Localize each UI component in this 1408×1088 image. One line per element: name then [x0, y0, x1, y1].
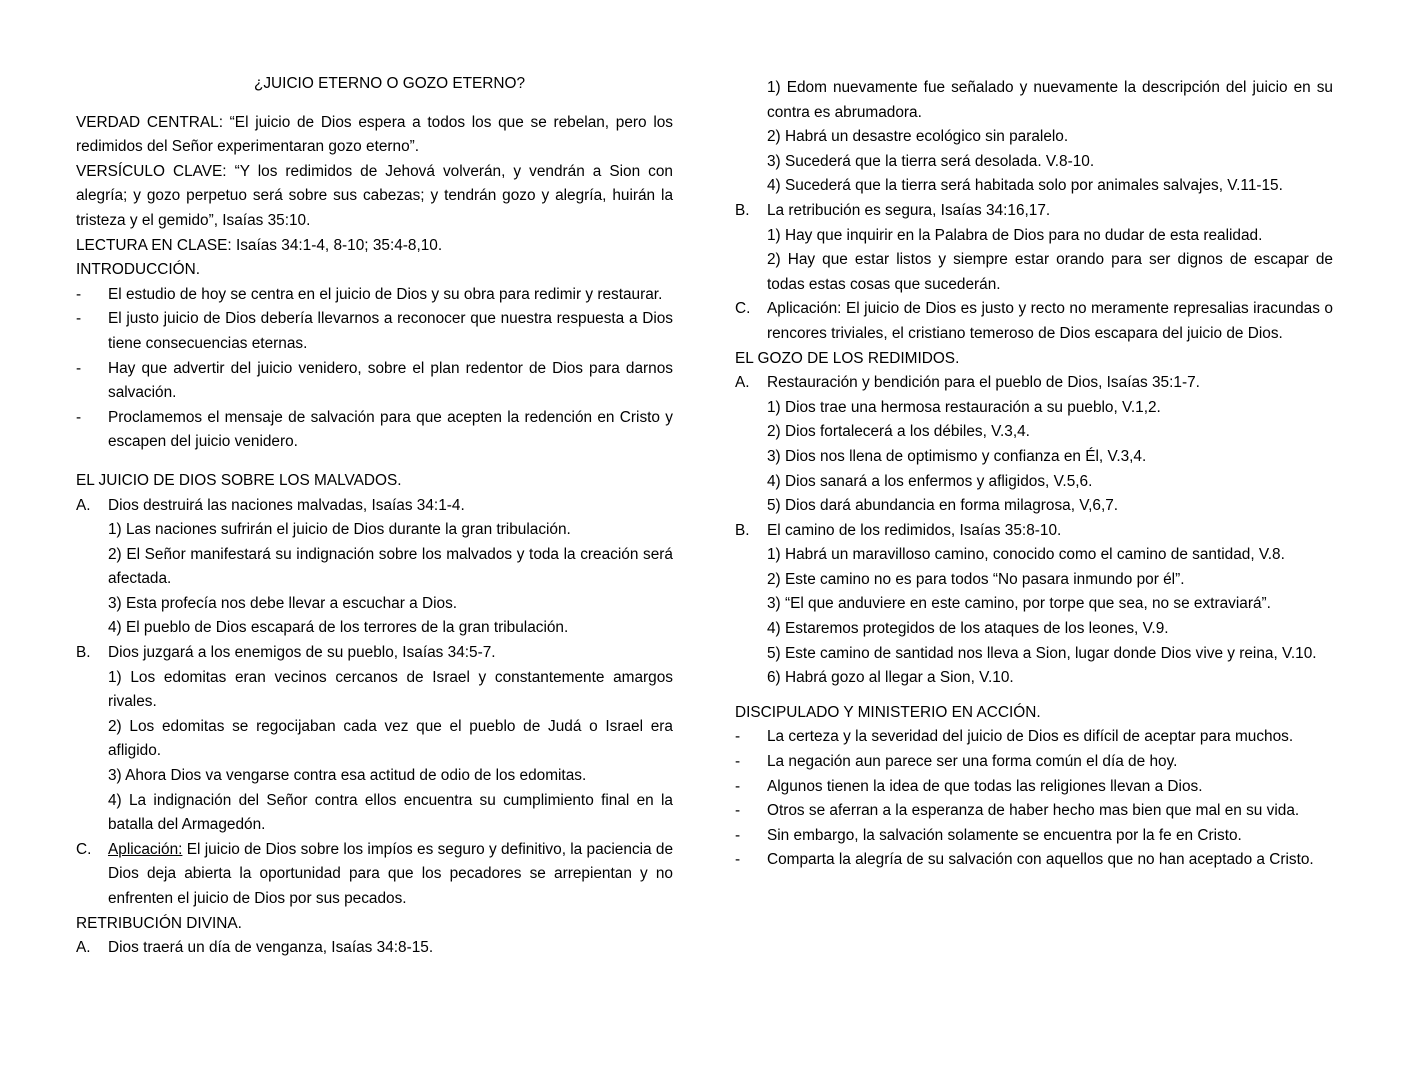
sub-item: 2) El Señor manifestará su indignación sobre los malvados y toda la creación será afectada. — [108, 545, 673, 588]
bullet-mark: - — [76, 408, 82, 426]
list-item-text: Otros se aferran a la esperanza de haber hecho mas bien que mal en su vida. — [767, 802, 1300, 820]
item-letter: A. — [76, 496, 91, 514]
item-text: El camino de los redimidos, Isaías 35:8-10. — [767, 521, 1062, 539]
bullet-mark: - — [76, 285, 82, 303]
list-item — [735, 799, 1333, 824]
right-column — [735, 76, 1333, 873]
gozo-heading: EL GOZO DE LOS REDIMIDOS. — [735, 349, 960, 367]
sub-item: 3) Sucederá que la tierra será desolada. V.8-10. — [767, 152, 1095, 170]
sub-item: 4) Dios sanará a los enfermos y afligidos, V.5,6. — [767, 472, 1093, 490]
section-item-b — [735, 519, 1333, 544]
section-item-b — [735, 199, 1333, 224]
section-item-a — [76, 936, 673, 961]
list-item — [735, 750, 1333, 775]
list-item-text: Comparta la alegría de su salvación con aquellos que no han aceptado a Cristo. — [767, 851, 1314, 869]
sub-item: 2) Habrá un desastre ecológico sin paralelo. — [767, 128, 1069, 146]
item-text — [108, 838, 673, 912]
bullet-mark: - — [735, 851, 741, 869]
bullet-mark: - — [735, 728, 741, 746]
versiculo-clave: VERSÍCULO CLAVE: “Y los redimidos de Jehová volverán, y vendrán a Sion con alegría; y gozo perpetuo será sobre sus cabezas; y tendrán gozo y alegría, huirán la tristeza y el gemido”, Isaías 35:10. — [76, 162, 673, 229]
section-item-a — [76, 494, 673, 519]
item-letter: C. — [76, 840, 92, 858]
item-letter: C. — [735, 300, 751, 318]
list-item-text: La certeza y la severidad del juicio de Dios es difícil de aceptar para muchos. — [767, 728, 1294, 746]
item-letter: B. — [735, 521, 750, 539]
item-text: Aplicación: El juicio de Dios es justo y recto no meramente represalias iracundas o rencores triviales, el cristiano temeroso de Dios escapara del juicio de Dios. — [767, 300, 1333, 342]
item-letter: A. — [735, 374, 750, 392]
section-item-b — [76, 641, 673, 666]
list-item — [76, 406, 673, 455]
bullet-mark: - — [76, 310, 82, 328]
sub-item: 5) Dios dará abundancia en forma milagrosa, V,6,7. — [767, 497, 1119, 515]
list-item — [735, 775, 1333, 800]
list-item — [76, 283, 673, 308]
list-item — [735, 725, 1333, 750]
retribucion-heading: RETRIBUCIÓN DIVINA. — [76, 914, 242, 932]
discipulado-heading: DISCIPULADO Y MINISTERIO EN ACCIÓN. — [735, 703, 1041, 721]
list-item-text: La negación aun parece ser una forma común el día de hoy. — [767, 753, 1178, 771]
item-text: Dios traerá un día de venganza, Isaías 34:8-15. — [108, 939, 434, 957]
sub-item: 3) Ahora Dios va vengarse contra esa actitud de odio de los edomitas. — [108, 767, 587, 785]
section-item-c — [76, 838, 673, 912]
sub-item: 2) Hay que estar listos y siempre estar orando para ser dignos de escapar de todas estas cosas que sucederán. — [767, 251, 1333, 293]
aplicacion-label: Aplicación: — [108, 840, 183, 858]
list-item-text: Proclamemos el mensaje de salvación para que acepten la redención en Cristo y escapen del juicio venidero. — [108, 408, 673, 451]
bullet-mark: - — [735, 753, 741, 771]
section-item-a — [735, 371, 1333, 396]
aplicacion-text: El juicio de Dios sobre los impíos es seguro y definitivo, la paciencia de Dios deja abierta la oportunidad para que los pecadores se arrepientan y no enfrenten el juicio de Dios por sus pecados. — [108, 840, 673, 907]
item-text: Dios juzgará a los enemigos de su pueblo, Isaías 34:5-7. — [108, 644, 496, 662]
list-item-text: Algunos tienen la idea de que todas las religiones llevan a Dios. — [767, 777, 1203, 795]
bullet-mark: - — [735, 826, 741, 844]
bullet-mark: - — [735, 802, 741, 820]
sub-item: 1) Los edomitas eran vecinos cercanos de Israel y constantemente amargos rivales. — [108, 668, 673, 711]
sub-item: 1) Edom nuevamente fue señalado y nuevamente la descripción del juicio en su contra es abrumadora. — [767, 79, 1333, 121]
list-item — [76, 357, 673, 406]
list-item — [735, 824, 1333, 849]
sub-item: 2) Este camino no es para todos “No pasara inmundo por él”. — [767, 570, 1185, 588]
sub-item: 3) Esta profecía nos debe llevar a escuchar a Dios. — [108, 594, 458, 612]
sub-item: 5) Este camino de santidad nos lleva a Sion, lugar donde Dios vive y reina, V.10. — [767, 644, 1317, 662]
sub-item: 1) Hay que inquirir en la Palabra de Dios para no dudar de esta realidad. — [767, 226, 1263, 244]
sub-item: 4) Sucederá que la tierra será habitada solo por animales salvajes, V.11-15. — [767, 177, 1283, 195]
sub-item: 6) Habrá gozo al llegar a Sion, V.10. — [767, 669, 1014, 687]
item-letter: A. — [76, 939, 91, 957]
verdad-central: VERDAD CENTRAL: “El juicio de Dios espera a todos los que se rebelan, pero los redimidos del Señor experimentaran gozo eterno”. — [76, 113, 673, 156]
section-item-c — [735, 297, 1333, 346]
list-item — [735, 848, 1333, 873]
sub-item: 4) El pueblo de Dios escapará de los terrores de la gran tribulación. — [108, 619, 569, 637]
item-text: Dios destruirá las naciones malvadas, Isaías 34:1-4. — [108, 496, 465, 514]
list-item-text: El estudio de hoy se centra en el juicio de Dios y su obra para redimir y restaurar. — [108, 285, 663, 303]
juicio-heading: EL JUICIO DE DIOS SOBRE LOS MALVADOS. — [76, 471, 402, 489]
bullet-mark: - — [735, 777, 741, 795]
list-item-text: Hay que advertir del juicio venidero, sobre el plan redentor de Dios para darnos salvación. — [108, 359, 673, 402]
sub-item: 4) Estaremos protegidos de los ataques de los leones, V.9. — [767, 620, 1169, 638]
bullet-mark: - — [76, 359, 82, 377]
lectura-en-clase: LECTURA EN CLASE: Isaías 34:1-4, 8-10; 35:4-8,10. — [76, 236, 443, 254]
sub-item: 1) Habrá un maravilloso camino, conocido como el camino de santidad, V.8. — [767, 546, 1285, 564]
item-letter: B. — [76, 644, 91, 662]
list-item-text: Sin embargo, la salvación solamente se encuentra por la fe en Cristo. — [767, 826, 1242, 844]
item-text: Restauración y bendición para el pueblo de Dios, Isaías 35:1-7. — [767, 374, 1200, 392]
sub-item: 2) Los edomitas se regocijaban cada vez que el pueblo de Judá o Israel era afligido. — [108, 717, 673, 760]
sub-item: 3) Dios nos llena de optimismo y confianza en Él, V.3,4. — [767, 447, 1147, 465]
sub-item: 1) Dios trae una hermosa restauración a su pueblo, V.1,2. — [767, 398, 1161, 416]
page-title: ¿JUICIO ETERNO O GOZO ETERNO? — [253, 75, 526, 92]
sub-item: 1) Las naciones sufrirán el juicio de Dios durante la gran tribulación. — [108, 521, 571, 539]
item-text: La retribución es segura, Isaías 34:16,17. — [767, 201, 1051, 219]
list-item — [76, 307, 673, 356]
list-item-text: El justo juicio de Dios debería llevarnos a reconocer que nuestra respuesta a Dios tiene consecuencias eternas. — [108, 310, 673, 352]
left-column — [76, 72, 673, 961]
item-letter: B. — [735, 201, 750, 219]
introduccion-heading: INTRODUCCIÓN. — [76, 261, 200, 279]
sub-item: 2) Dios fortalecerá a los débiles, V.3,4. — [767, 423, 1030, 441]
sub-item: 4) La indignación del Señor contra ellos encuentra su cumplimiento final en la batalla del Armagedón. — [108, 791, 673, 834]
sub-item: 3) “El que anduviere en este camino, por torpe que sea, no se extraviará”. — [767, 595, 1271, 613]
